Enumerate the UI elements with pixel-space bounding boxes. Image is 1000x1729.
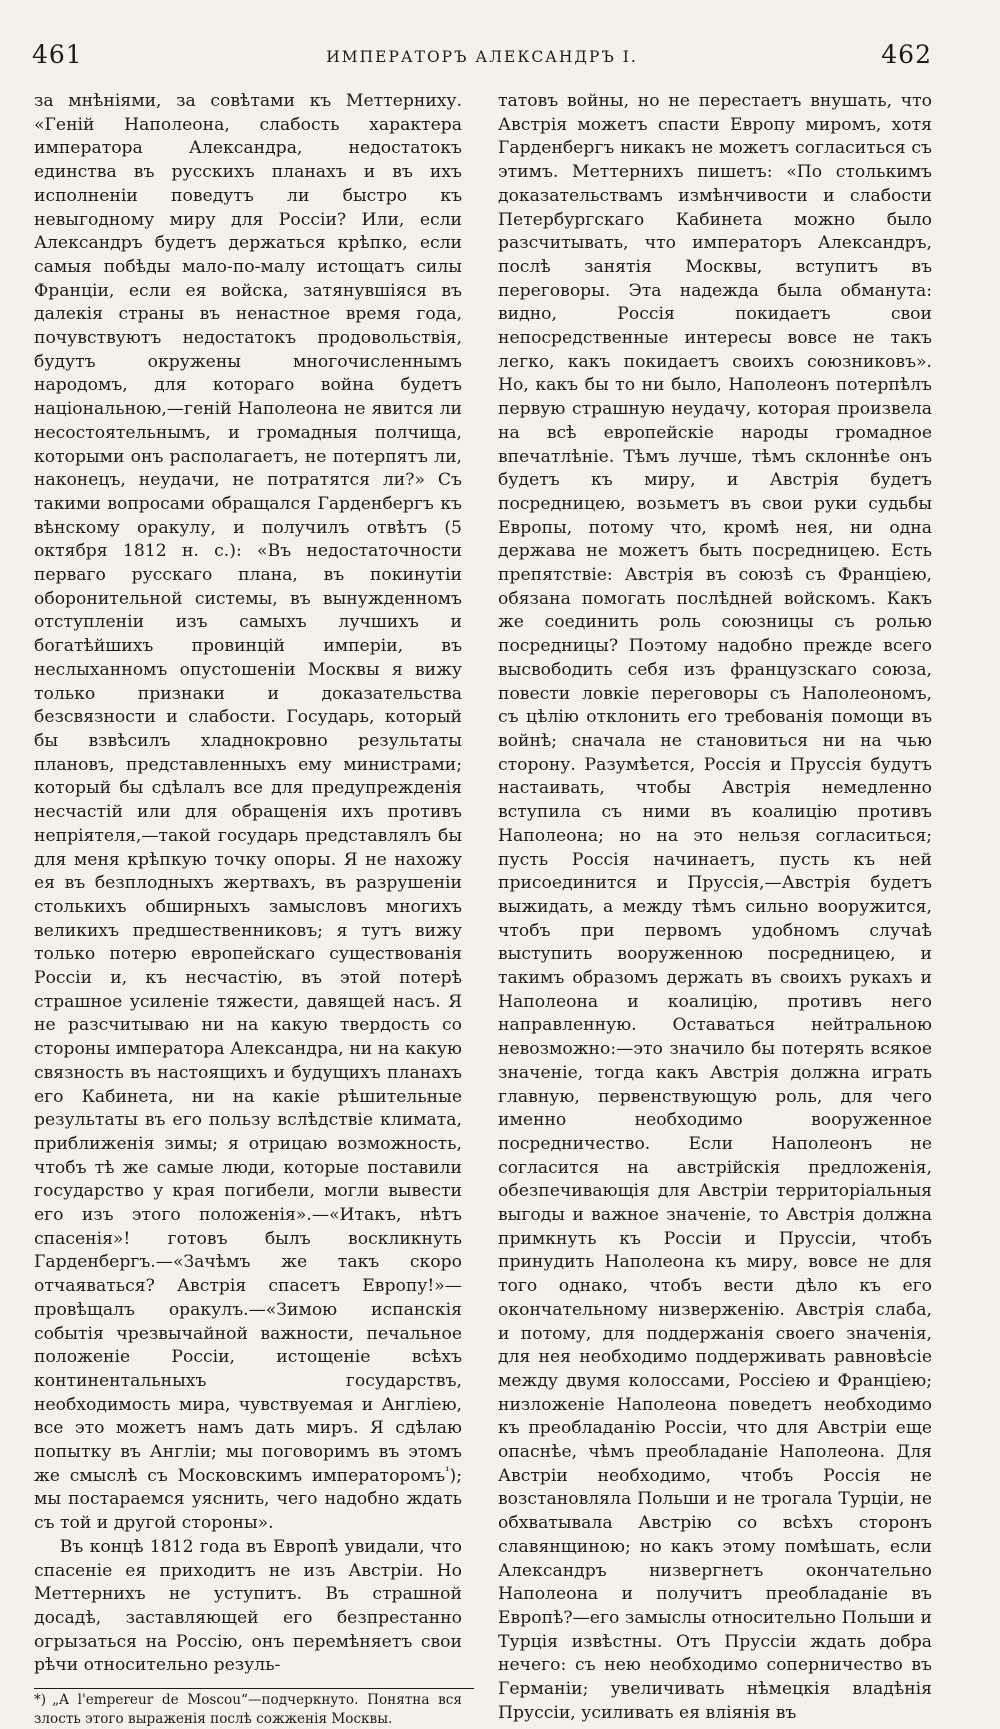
left-column xyxy=(34,90,462,1729)
left-paragraph-1-text: за мнѣніями, за совѣтами къ Меттерниху. «Геній Наполеона, слабость характера императора Александра, недостатокъ единства въ русскихъ планахъ и въ ихъ исполненіи поведутъ ли быстро къ невыгодному миру для Россіи? Или, если Александръ будетъ держаться крѣпко, если самыя побѣды мало-по-малу истощатъ силы Франціи, если ея войска, затянувшіяся въ далекія страны въ ненастное время года, почувствуютъ недостатокъ продовольствія, будутъ окружены многочисленнымъ народомъ, для котораго война будетъ національною,—геній Наполеона не явится ли несостоятельнымъ, и громадныя полчища, которыми онъ располагаетъ, не потерпятъ ли, наконецъ, неудачи, не потратятся ли?» Съ такими вопросами обращался Гарденбергъ къ вѣнскому оракулу, и получилъ отвѣтъ (5 октября 1812 н. с.): «Въ недостаточности перваго русскаго плана, въ покинутіи оборонительной системы, въ вынужденномъ отступленіи изъ самыхъ лучшихъ и богатѣйшихъ провинцій имперіи, въ неслыханномъ опустошеніи Москвы я вижу только признаки и доказательства безсвязности и слабости. Государь, который бы взвѣсилъ хладнокровно результаты плановъ, представленныхъ ему министрами; который бы сдѣлалъ все для предупрежденія несчастій или для обращенія ихъ противъ непріятеля,—такой государь представлялъ бы для меня крѣпкую точку опоры. Я не нахожу ея въ безплодныхъ жертвахъ, въ разрушеніи столькихъ обширныхъ замысловъ многихъ великихъ предшественниковъ; я тутъ вижу только потерю европейскаго существованія Россіи и, къ несчастію, въ этой потерѣ страшное усиленіе тяжести, давящей насъ. Я не разсчитываю ни на какую твердость со стороны императора Александра, ни на какую связность въ настоящихъ и будущихъ планахъ его Кабинета, ни на какіе рѣшительные результаты въ его пользу вслѣдствіе климата, приближенія зимы; я отрицаю возможность, чтобъ тѣ же самые люди, которые поставили государство у края погибели, могли вывести его изъ этого положенія».—«Итакъ, нѣтъ спасенія»! готовъ былъ воскликнуть Гарденбергъ.—«Зачѣмъ же такъ скоро отчаяваться? Австрія спасетъ Европу!»—провѣщалъ оракулъ.—«Зимою испанскія событія чрезвычайной важности, печальное положеніе Россіи, истощеніе всѣхъ континентальныхъ государствъ, необходимость мира, чувствуемая и Англіею, все это можетъ намъ дать миръ. Я сдѣлаю попытку въ Англіи; мы поговоримъ въ этомъ же смыслѣ съ Московскимъ императоромъ xyxy=(34,91,462,1486)
running-header xyxy=(32,40,932,80)
right-column xyxy=(498,90,932,1726)
footnote-mark: *) xyxy=(34,1692,47,1709)
running-title: ИМПЕРАТОРЪ АЛЕКСАНДРЪ I. xyxy=(326,48,638,66)
right-paragraph-1: татовъ войны, но не перестаетъ внушать, что Австрія можетъ спасти Европу миромъ, хотя Гарденбергъ никакъ не можетъ согласиться съ этимъ. Меттернихъ пишетъ: «По столькимъ доказательствамъ измѣнчивости и слабости Петербургскаго Кабинета можно было разсчитывать, что императоръ Александръ, послѣ занятія Москвы, вступитъ въ переговоры. Эта надежда была обманута: видно, Россія покидаетъ свои непосредственные интересы вовсе не такъ легко, какъ покидаетъ своихъ союзниковъ». Но, какъ бы то ни было, Наполеонъ потерпѣлъ первую страшную неудачу, которая произвела на всѣ европейскіе народы громадное впечатлѣніе. Тѣмъ лучше, тѣмъ склоннѣе онъ будетъ къ миру, и Австрія будетъ посредницею, возьметъ въ свои руки судьбы Европы, потому что, кромѣ нея, ни одна держава не можетъ быть посредницею. Есть препятствіе: Австрія въ союзѣ съ Франціею, обязана помогать послѣдней войскомъ. Какъ же соединить роль союзницы съ ролью посредницы? Поэтому надобно прежде всего высвободить себя изъ французскаго союза, повести ловкіе переговоры съ Наполеономъ, съ цѣлію отклонить его требованія помощи въ войнѣ; сначала не становиться ни на чью сторону. Разумѣется, Россія и Пруссія будутъ настаивать, чтобы Австрія немедленно вступила съ ними въ коалицію противъ Наполеона; но на это нельзя согласиться; пусть Россія начинаетъ, пусть къ ней присоединится и Пруссія,—Австрія будетъ выжидать, а между тѣмъ сильно вооружится, чтобъ при первомъ удобномъ случаѣ выступить вооруженною посредницею, и такимъ образомъ держать въ своихъ рукахъ и Наполеона и коалицію, противъ него направленную. Оставаться нейтральною невозможно:—это значило бы потерять всякое значеніе, тогда какъ Австрія должна играть главную, первенствующую роль, для чего именно необходимо вооруженное посредничество. Если Наполеонъ не согласится на австрійскія предложенія, обезпечивающія для Австріи территоріальныя выгоды и важное значеніе, то Австрія должна примкнуть къ Россіи и Пруссіи, чтобъ принудить Наполеона къ миру, вовсе не для того однако, чтобъ вести дѣло къ его окончательному низверженію. Австрія слаба, и потому, для поддержанія своего значенія, для нея необходимо поддерживать равновѣсіе между двумя колоссами, Россіею и Франціею; низложеніе Наполеона поведетъ необходимо къ преобладанію Россіи, что для Австріи еще опаснѣе, чѣмъ преобладаніе Наполеона. Для Австріи необходимо, чтобъ Россія не возстановляла Польши и не трогала Турціи, не обхватывала Австрію со всѣхъ сторонъ славянщиною; но какъ этому помѣшать, если Александръ низвергнетъ окончательно Наполеона и получитъ преобладаніе въ Европѣ?—его замыслы относительно Польши и Турція извѣстны. Отъ Пруссіи ждать добра нечего: съ нею необходимо соперничество въ Германіи; увеличивать нѣмецкія владѣнія Пруссіи, усиливать ея вліянія въ xyxy=(498,91,932,1723)
left-paragraph-1 xyxy=(34,90,462,1536)
footnote xyxy=(34,1691,462,1729)
page-number-left: 461 xyxy=(32,40,83,69)
footnote-text: „A l'empereur de Moscou“—подчеркнуто. Понятна вся злость этого выраженія послѣ сожженія Москвы. xyxy=(34,1692,462,1728)
left-paragraph-2: Въ концѣ 1812 года въ Европѣ увидали, что спасеніе ея приходитъ не изъ Австріи. Но Меттернихъ не уступитъ. Въ страшной досадѣ, заставляющей его безпрестанно огрызаться на Россію, онъ перемѣняетъ свои рѣчи относительно резуль- xyxy=(34,1536,462,1676)
footnote-reference: ¹ xyxy=(445,1464,450,1478)
footnote-divider xyxy=(34,1688,474,1689)
page-number-right: 462 xyxy=(881,40,932,69)
left-paragraph-1-end: ); мы постараемся уяснить, чего надобно ждать съ той и другой стороны». xyxy=(34,1465,462,1534)
